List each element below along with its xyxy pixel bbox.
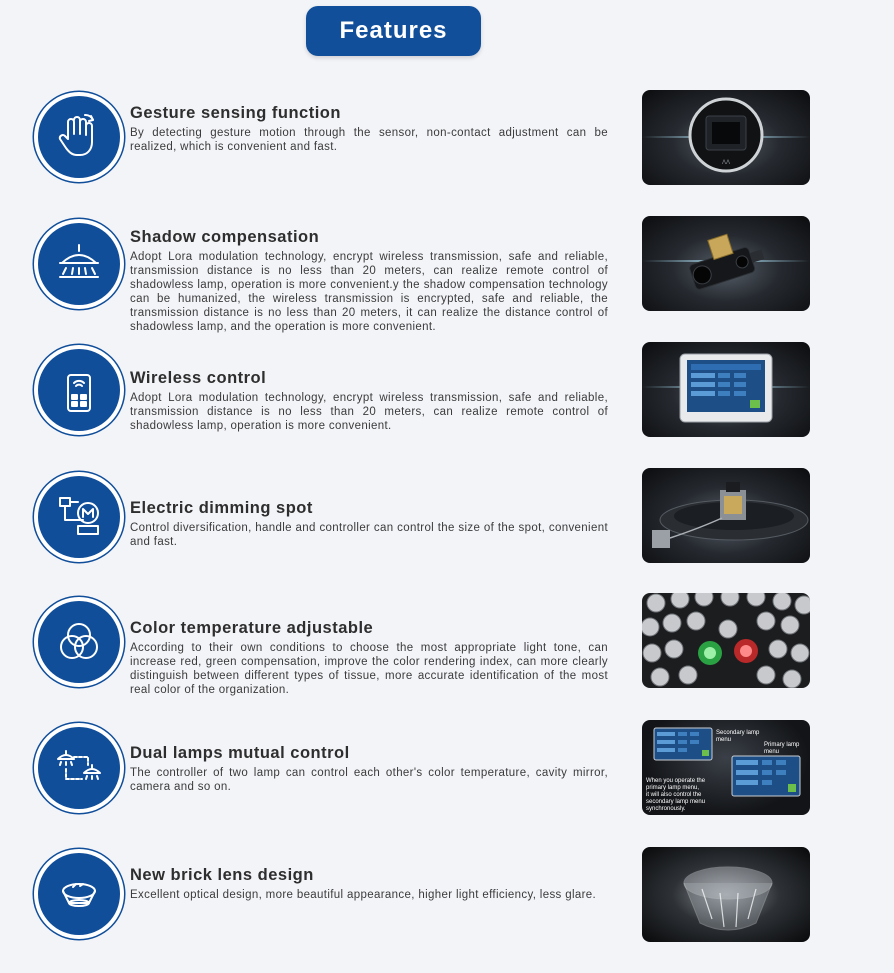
feature-heading: Electric dimming spot xyxy=(130,499,313,517)
touch-controller-image xyxy=(642,342,810,437)
primary-lamp-label-1: Primary lamp xyxy=(764,742,800,748)
feature-description: Control diversification, handle and controller can control the size of the spot, convenient and fast. xyxy=(130,522,608,548)
page-title: Features xyxy=(306,6,481,56)
secondary-lamp-label-1: Secondary lamp xyxy=(716,730,760,736)
wireless-remote-icon xyxy=(38,349,120,431)
feature-heading: Color temperature adjustable xyxy=(130,619,374,637)
feature-description: By detecting gesture motion through the sensor, non-contact adjustment can be realized, which is convenient and fast. xyxy=(130,127,608,153)
feature-description: Adopt Lora modulation technology, encrypt wireless transmission, safe and reliable, transmission distance is no less than 20 meters, can realize remote control of shadowless lamp, operation is more convenient.y the shadow compensation technology can be humanized, the wireless transmission is encrypted, safe and reliable, the transmission distance is no less than 20 meters, it can realize the distance control of shadowless lamp, and the operation is more convenient. xyxy=(130,251,608,333)
sync-note-line-1: When you operate the xyxy=(646,778,706,784)
dual-menu-image xyxy=(642,720,810,815)
lens-icon xyxy=(38,853,120,935)
color-circles-icon xyxy=(38,601,120,683)
dimming-motor-image xyxy=(642,468,810,563)
feature-heading: Gesture sensing function xyxy=(130,104,341,122)
feature-description: According to their own conditions to choose the most appropriate light tone, can increase red, green compensation, improve the color rendering index, can more clearly distinguish between different types of tissue, more accurate identification of the most real color of the organization. xyxy=(130,642,608,696)
surgical-lamp-icon xyxy=(38,223,120,305)
sync-note-line-2: primary lamp menu, xyxy=(646,785,700,791)
sync-note-line-4: secondary lamp menu xyxy=(646,799,706,805)
distance-sensor-image xyxy=(642,216,810,311)
secondary-lamp-label-2: menu xyxy=(716,737,732,743)
feature-description: Excellent optical design, more beautiful appearance, higher light efficiency, less glare. xyxy=(130,889,597,901)
primary-lamp-label-2: menu xyxy=(764,749,780,755)
sync-note-line-3: it will also control the xyxy=(646,792,702,798)
feature-description: The controller of two lamp can control each other's color temperature, cavity mirror, camera and so on. xyxy=(130,767,608,793)
lens-image xyxy=(642,847,810,942)
sync-note-line-5: synchronously. xyxy=(646,806,686,812)
motor-icon xyxy=(38,476,120,558)
gesture-sensor-image xyxy=(642,90,810,185)
feature-heading: Wireless control xyxy=(130,369,267,387)
feature-description: Adopt Lora modulation technology, encrypt wireless transmission, safe and reliable, transmission distance is no less than 20 meters, can realize remote control of shadowless lamp, operation is more convenient. xyxy=(130,392,608,432)
svg-text:ΛΛ: ΛΛ xyxy=(721,160,731,166)
hand-gesture-icon xyxy=(38,96,120,178)
dual-lamp-icon xyxy=(38,727,120,809)
feature-heading: New brick lens design xyxy=(130,866,314,884)
feature-heading: Dual lamps mutual control xyxy=(130,744,350,762)
feature-heading: Shadow compensation xyxy=(130,228,320,246)
led-array-image xyxy=(642,593,810,688)
